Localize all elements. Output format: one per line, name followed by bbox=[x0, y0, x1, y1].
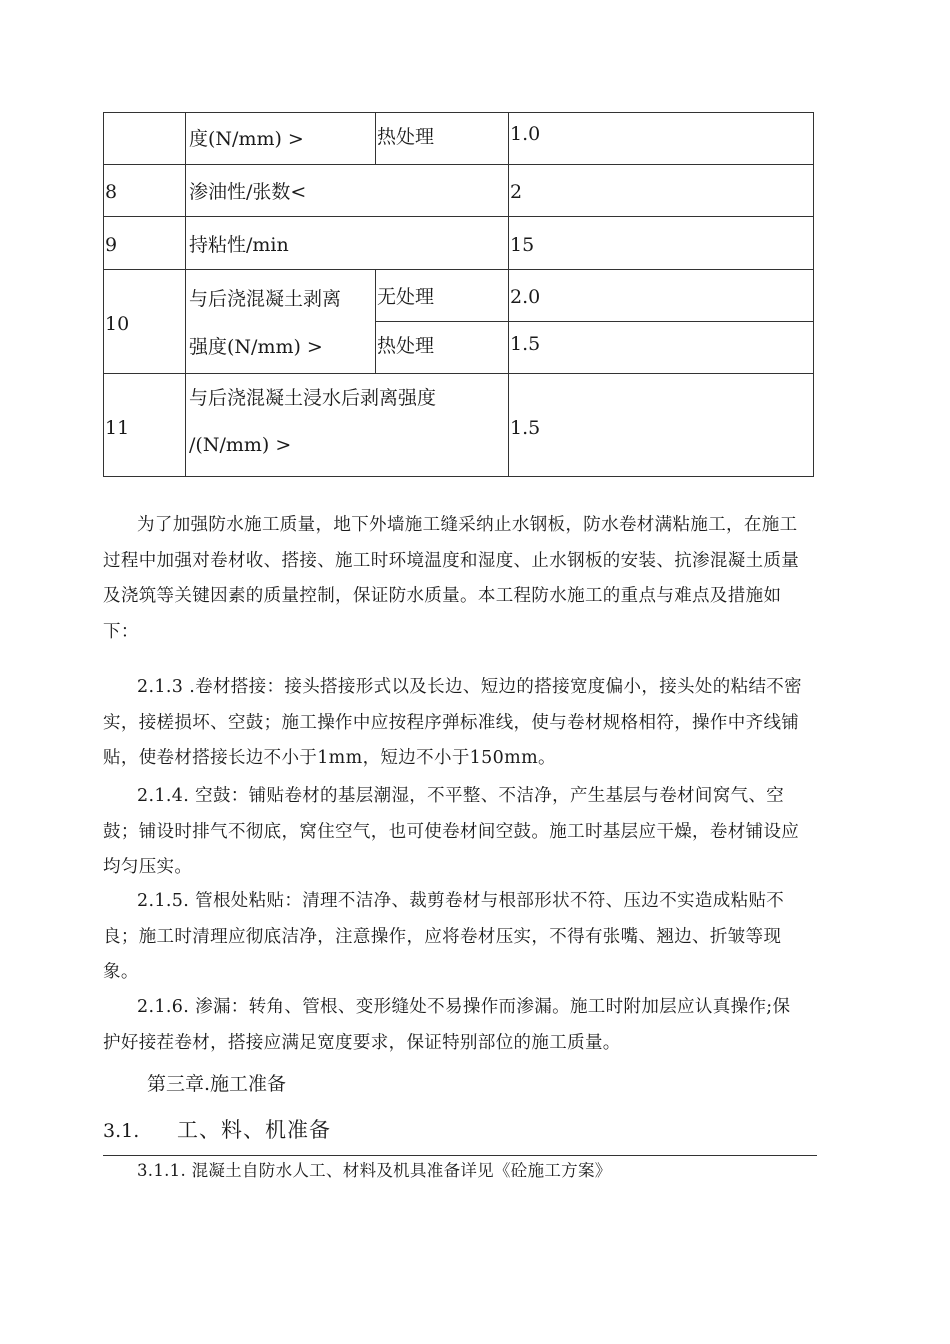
item-2-1-5 bbox=[103, 884, 819, 991]
table-border bbox=[103, 112, 104, 476]
table-border bbox=[375, 269, 376, 373]
table-cell: 热处理 bbox=[377, 335, 435, 357]
text-line: 2.1.3 .卷材搭接：接头搭接形式以及长边、短边的搭接宽度偏小，接头处的粘结不密 bbox=[137, 677, 803, 697]
table-border bbox=[813, 112, 814, 476]
text-line: 均匀压实。 bbox=[103, 857, 193, 877]
item-2-1-4 bbox=[103, 779, 819, 886]
table-cell: 8 bbox=[105, 181, 118, 203]
item-2-1-6 bbox=[103, 990, 819, 1061]
table-border bbox=[508, 112, 509, 476]
text-line: 良；施工时清理应彻底洁净，注意操作，应将卷材压实，不得有张嘴、翘边、折皱等现 bbox=[103, 926, 782, 947]
text-line: 下： bbox=[103, 621, 139, 642]
text-line: 护好接茬卷材，搭接应满足宽度要求，保证特别部位的施工质量。 bbox=[103, 1032, 621, 1053]
text-line: 象。 bbox=[103, 962, 139, 982]
table-border bbox=[103, 269, 814, 270]
text-line: 2.1.5. 管根处粘贴：清理不洁净、裁剪卷材与根部形状不符、压边不实造成粘贴不 bbox=[137, 891, 785, 911]
table-cell: /(N/mm) > bbox=[189, 434, 292, 456]
table-border bbox=[103, 373, 814, 374]
table-cell: 10 bbox=[105, 313, 130, 335]
text-line: 过程中加强对卷材收、搭接、施工时环境温度和湿度、止水钢板的安装、抗渗混凝土质量 bbox=[103, 550, 800, 571]
table-cell: 2 bbox=[510, 181, 523, 203]
item-3-1-1: 3.1.1. 混凝土自防水人工、材料及机具准备详见《砼施工方案》 bbox=[137, 1161, 612, 1180]
table-cell: 11 bbox=[105, 417, 130, 439]
table-cell: 1.5 bbox=[510, 333, 541, 355]
table-cell: 与后浇混凝土浸水后剥离强度 bbox=[189, 387, 437, 409]
table-cell: 强度(N/mm) > bbox=[189, 336, 323, 358]
spec-table bbox=[103, 112, 814, 477]
intro-paragraph bbox=[103, 508, 819, 650]
text-line: 实，接槎损坏、空鼓；施工操作中应按程序弹标准线，使与卷材规格相符，操作中齐线铺 bbox=[103, 712, 800, 733]
table-border bbox=[103, 216, 814, 217]
table-cell: 持粘性/min bbox=[189, 234, 289, 256]
table-cell: 与后浇混凝土剥离 bbox=[189, 288, 342, 310]
table-cell: 渗油性/张数< bbox=[189, 181, 307, 203]
text-line: 2.1.6. 渗漏：转角、管根、变形缝处不易操作而渗漏。施工时附加层应认真操作;保 bbox=[137, 997, 791, 1017]
text-line: 贴，使卷材搭接长边不小于1mm，短边不小于150mm。 bbox=[103, 748, 556, 768]
text-line: 鼓；铺设时排气不彻底，窝住空气，也可使卷材间空鼓。施工时基层应干燥，卷材铺设应 bbox=[103, 821, 800, 842]
table-cell: 度(N/mm) > bbox=[189, 128, 304, 150]
table-border bbox=[103, 112, 814, 113]
table-border bbox=[185, 112, 186, 476]
section-divider bbox=[103, 1155, 817, 1156]
table-border bbox=[375, 112, 376, 164]
chapter-title: 第三章.施工准备 bbox=[147, 1073, 287, 1095]
table-cell: 无处理 bbox=[377, 286, 435, 308]
table-border bbox=[375, 321, 814, 322]
item-2-1-3 bbox=[103, 670, 819, 777]
table-cell: 1.5 bbox=[510, 417, 541, 439]
table-cell: 2.0 bbox=[510, 286, 541, 308]
section-title: 工、料、机准备 bbox=[177, 1118, 331, 1142]
table-cell: 1.0 bbox=[510, 123, 541, 145]
table-border bbox=[103, 476, 814, 477]
table-cell: 热处理 bbox=[377, 126, 435, 148]
text-line: 2.1.4. 空鼓：铺贴卷材的基层潮湿，不平整、不洁净，产生基层与卷材间窝气、空 bbox=[137, 786, 785, 806]
table-border bbox=[103, 164, 814, 165]
text-line: 为了加强防水施工质量，地下外墙施工缝采纳止水钢板，防水卷材满粘施工，在施工 bbox=[137, 515, 798, 535]
table-cell: 15 bbox=[510, 234, 535, 256]
section-number: 3.1. bbox=[103, 1120, 140, 1142]
table-cell: 9 bbox=[105, 234, 118, 256]
text-line: 及浇筑等关键因素的质量控制，保证防水质量。本工程防水施工的重点与难点及措施如 bbox=[103, 586, 782, 606]
